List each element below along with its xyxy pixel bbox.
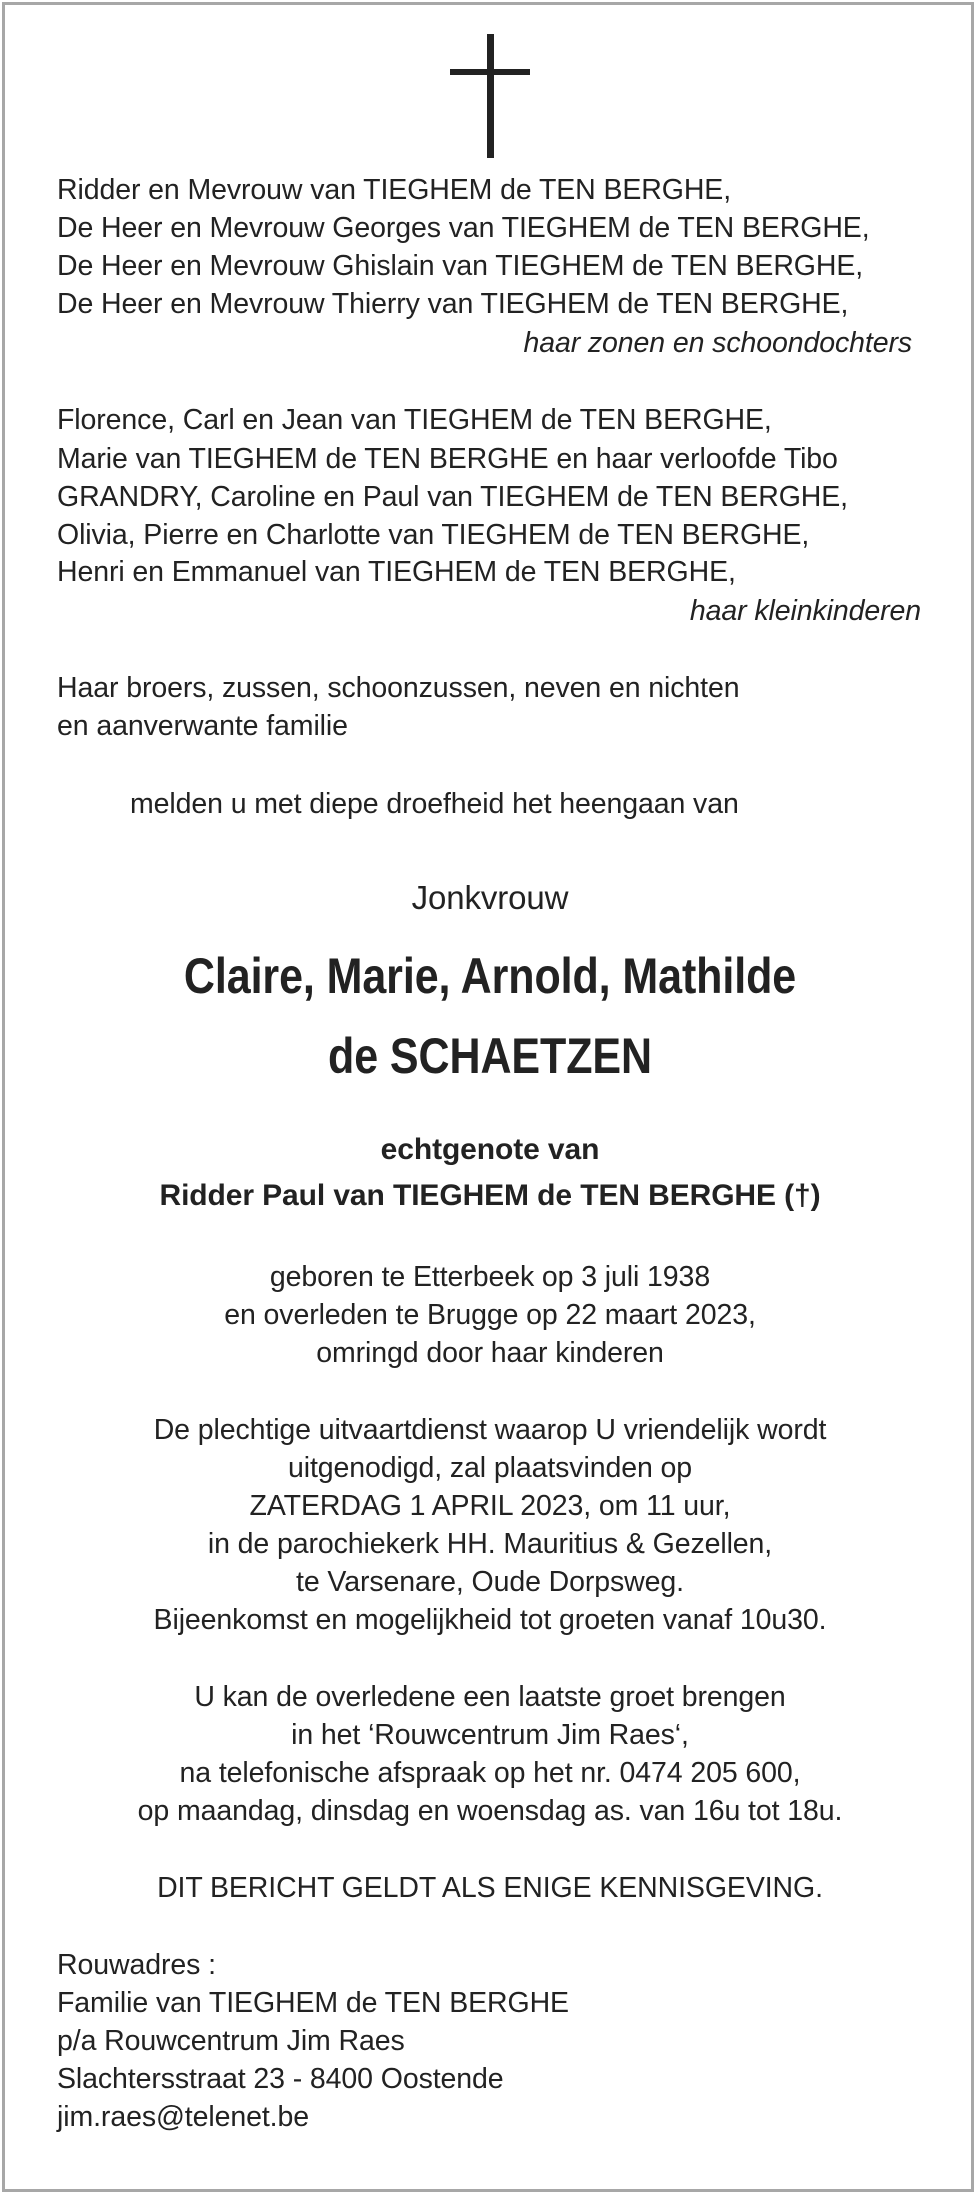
family-grandchildren-line: Marie van TIEGHEM de TEN BERGHE en haar verloofde Tibo [57, 443, 838, 475]
life-line: omringd door haar kinderen [316, 1337, 664, 1369]
visit-line: na telefonische afspraak op het nr. 0474 205 600, [179, 1757, 801, 1789]
family-grandchildren-line: Henri en Emmanuel van TIEGHEM de TEN BERGHE, [57, 556, 736, 588]
visit-line: in het ‘Rouwcentrum Jim Raes‘, [291, 1719, 689, 1751]
visit-line: op maandag, dinsdag en woensdag as. van 16u tot 18u. [137, 1795, 843, 1827]
family-children-line: De Heer en Mevrouw Ghislain van TIEGHEM de TEN BERGHE, [57, 250, 864, 282]
deceased-first-names: Claire, Marie, Arnold, Mathilde [183, 948, 797, 1004]
spouse-intro: echtgenote van [380, 1133, 600, 1166]
visit-line: U kan de overledene een laatste groet brengen [194, 1681, 786, 1713]
spouse-name: Ridder Paul van TIEGHEM de TEN BERGHE (†) [159, 1179, 821, 1212]
life-line: en overleden te Brugge op 22 maart 2023, [224, 1299, 756, 1331]
address-line: Rouwadres : [57, 1949, 216, 1981]
cross-icon [450, 34, 530, 158]
address-line: Slachtersstraat 23 - 8400 Oostende [57, 2063, 504, 2095]
children-caption: haar zonen en schoondochters [523, 327, 912, 359]
funeral-line: Bijeenkomst en mogelijkheid tot groeten vanaf 10u30. [153, 1604, 827, 1636]
deceased-title: Jonkvrouw [411, 879, 569, 916]
grandchildren-caption: haar kleinkinderen [689, 595, 921, 627]
life-line: geboren te Etterbeek op 3 juli 1938 [269, 1261, 711, 1293]
family-relatives-line: en aanverwante familie [57, 710, 348, 742]
deceased-last-name: de SCHAETZEN [328, 1028, 652, 1084]
address-email: jim.raes@telenet.be [57, 2101, 309, 2133]
family-children-line: De Heer en Mevrouw Georges van TIEGHEM de TEN BERGHE, [57, 212, 870, 244]
funeral-line: in de parochiekerk HH. Mauritius & Gezellen, [207, 1528, 773, 1560]
address-line: Familie van TIEGHEM de TEN BERGHE [57, 1987, 569, 2019]
family-children-line: Ridder en Mevrouw van TIEGHEM de TEN BERGHE, [57, 174, 732, 206]
funeral-line: te Varsenare, Oude Dorpsweg. [296, 1566, 684, 1598]
family-grandchildren-line: Florence, Carl en Jean van TIEGHEM de TEN BERGHE, [57, 404, 772, 436]
funeral-line: ZATERDAG 1 APRIL 2023, om 11 uur, [249, 1490, 731, 1522]
funeral-line: uitgenodigd, zal plaatsvinden op [287, 1452, 693, 1484]
family-grandchildren-line: Olivia, Pierre en Charlotte van TIEGHEM de TEN BERGHE, [57, 519, 810, 551]
family-grandchildren-line: GRANDRY, Caroline en Paul van TIEGHEM de TEN BERGHE, [57, 481, 849, 513]
family-relatives-line: Haar broers, zussen, schoonzussen, neven en nichten [57, 672, 740, 704]
funeral-line: De plechtige uitvaartdienst waarop U vriendelijk wordt [153, 1414, 827, 1446]
address-line: p/a Rouwcentrum Jim Raes [57, 2025, 405, 2057]
official-notice: DIT BERICHT GELDT ALS ENIGE KENNISGEVING. [157, 1872, 823, 1904]
announcement: melden u met diepe droefheid het heengaan van [130, 788, 739, 820]
family-children-line: De Heer en Mevrouw Thierry van TIEGHEM de TEN BERGHE, [57, 288, 849, 320]
